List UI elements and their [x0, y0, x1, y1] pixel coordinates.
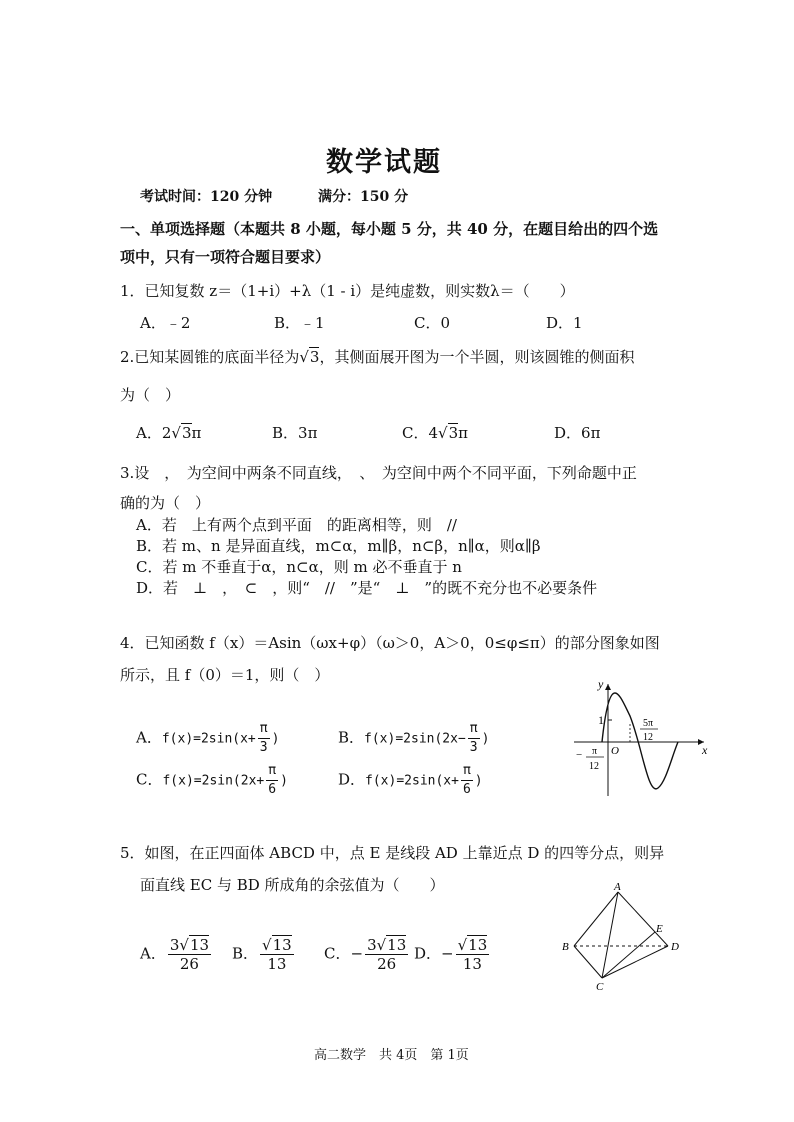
q5-option-c-fraction	[365, 936, 408, 973]
q5-option-b-radicand: 13	[272, 936, 292, 954]
q5-option-c	[324, 936, 410, 973]
q5-option-b	[232, 936, 296, 973]
edge-bc	[574, 946, 602, 978]
y-axis-arrow-icon	[605, 684, 611, 690]
q2-option-a-label: A．2	[136, 424, 172, 442]
page-footer: 高二数学 共 4页 第 1页	[314, 1048, 469, 1063]
q5-option-d-fraction	[456, 936, 490, 973]
sqrt-icon: √	[376, 936, 387, 954]
q4-option-b-label: B．	[338, 728, 365, 747]
sqrt-icon: √	[262, 936, 272, 954]
origin-label: O	[611, 745, 619, 757]
q4-option-b	[338, 720, 489, 757]
point-e-label: E	[656, 923, 663, 935]
q2-stem-line1	[120, 346, 634, 367]
pos-tick-num: 5π	[643, 718, 654, 729]
q1-option-c: C．0	[414, 314, 451, 332]
q5-option-d-sign: −	[441, 944, 454, 963]
neg-tick-num: π	[592, 746, 598, 757]
exam-full-score: 满分：150 分	[318, 189, 409, 205]
q4-option-c-fraction	[266, 762, 278, 799]
q1-option-d: D．1	[546, 314, 583, 332]
q2-stem-a: 2.已知某圆锥的底面半径为	[120, 348, 300, 366]
q2-option-c-label: C．4	[402, 424, 439, 442]
q5-option-d-label: D．	[414, 944, 442, 963]
q5-option-c-den: 26	[377, 955, 397, 973]
edge-ac	[602, 892, 618, 978]
q5-stem-line1: 5．如图，在正四面体 ABCD 中，点 E 是线段 AD 上靠近点 D 的四等分点，则异	[120, 844, 665, 862]
q5-option-c-num	[365, 936, 408, 955]
q1-option-b: B．﹣1	[274, 314, 325, 332]
q4-option-c-den: 6	[268, 782, 277, 797]
q5-option-b-den: 13	[267, 955, 287, 973]
q5-option-b-fraction	[260, 936, 294, 973]
q2-stem-b: ，其侧面展开图为一个半圆，则该圆锥的侧面积	[319, 348, 635, 366]
q2-option-a	[136, 422, 201, 443]
q4-option-c-expr: f(x)=2sin(2x+	[162, 773, 265, 789]
sqrt-icon: √	[299, 348, 309, 366]
q2-stem-line2: 为（ ）	[120, 386, 181, 404]
q5-option-a-den: 26	[179, 955, 199, 973]
q5-option-d-den: 13	[462, 955, 482, 973]
q3-option-d: D．若 ⊥ ， ⊂ ，则“ // ”是“ ⊥ ”的既不充分也不必要条件	[136, 579, 598, 597]
q5-option-a-label: A．	[140, 944, 166, 963]
sqrt-icon: √	[438, 424, 448, 442]
label-one: 1	[598, 713, 604, 727]
q4-stem-line1: 4．已知函数 f（x）＝Asin（ωx+φ）（ω＞0，A＞0，0≤φ≤π）的部分图象如图	[120, 634, 660, 652]
q5-option-d	[414, 936, 491, 973]
segment-ec	[602, 932, 655, 978]
q2-option-b: B．3π	[272, 424, 318, 442]
vertex-d-label: D	[671, 941, 679, 953]
q1-stem: 1．已知复数 z＝（1+i）+λ（1 - i）是纯虚数，则实数λ＝（ ）	[120, 282, 575, 300]
vertex-c-label: C	[596, 981, 604, 992]
q5-tetrahedron-figure	[558, 880, 688, 992]
vertex-a-label: A	[614, 881, 621, 893]
vertex-b-label: B	[562, 941, 569, 953]
q4-sine-graph	[570, 676, 710, 800]
q4-option-a-close: )	[271, 731, 280, 747]
q4-option-a-expr: f(x)=2sin(x+	[161, 731, 256, 747]
q4-option-b-fraction	[468, 720, 480, 757]
q5-option-a-radicand: 13	[189, 936, 210, 954]
neg-tick-den: 12	[589, 761, 599, 772]
q5-stem-line2: 面直线 EC 与 BD 所成角的余弦值为（ ）	[140, 876, 445, 894]
q5-option-a-coef: 3	[169, 936, 180, 954]
sqrt-icon: √	[171, 424, 181, 442]
sqrt-icon: √	[457, 936, 468, 954]
q5-option-a	[140, 936, 213, 973]
q4-option-b-num: π	[468, 720, 480, 739]
section-heading-line1: 一、单项选择题（本题共 8 小题，每小题 5 分，共 40 分，在题目给出的四个选	[120, 220, 659, 238]
q4-option-a-num: π	[258, 720, 270, 739]
q4-option-a-label: A．	[136, 728, 162, 747]
q5-option-a-fraction	[168, 936, 211, 973]
q4-option-c-num: π	[266, 762, 278, 781]
q4-option-d-num: π	[461, 762, 473, 781]
edge-ab	[574, 892, 618, 946]
q2-option-c-radicand: 3	[448, 424, 459, 442]
q3-stem-line1: 3.设 ， 为空间中两条不同直线， 、 为空间中两个不同平面，下列命题中正	[120, 464, 637, 482]
q5-option-c-radicand: 13	[387, 936, 407, 954]
q4-option-c	[136, 762, 288, 799]
q3-option-a: A．若 上有两个点到平面 的距离相等，则 //	[136, 516, 457, 534]
q2-option-a-radicand: 3	[181, 424, 192, 442]
pos-tick-den: 12	[643, 732, 653, 743]
q4-option-b-close: )	[481, 731, 490, 747]
q5-option-b-label: B．	[232, 944, 259, 963]
neg-sign: −	[576, 749, 583, 761]
q5-option-c-sign: −	[350, 944, 364, 963]
y-axis-label: y	[598, 677, 604, 691]
edge-ad	[618, 892, 668, 946]
q3-option-b: B．若 m、n 是异面直线，m⊂α，m∥β，n⊂β，n∥α，则α∥β	[136, 537, 541, 555]
q3-option-c: C．若 m 不垂直于α，n⊂α，则 m 必不垂直于 n	[136, 558, 462, 576]
exam-time: 考试时间：120 分钟	[140, 189, 273, 205]
q4-option-d-close: )	[474, 773, 483, 789]
q4-option-b-den: 3	[469, 740, 478, 755]
q3-stem-line2: 确的为（ ）	[120, 494, 211, 512]
q4-option-a	[136, 720, 279, 757]
q2-option-c	[402, 422, 468, 443]
sine-curve	[602, 693, 678, 789]
q5-option-c-label: C．	[324, 944, 351, 963]
q5-option-a-num	[168, 936, 211, 955]
edge-cd	[602, 946, 668, 978]
q4-option-a-fraction	[258, 720, 270, 757]
q4-option-c-close: )	[280, 773, 288, 789]
q4-option-b-expr: f(x)=2sin(2x−	[364, 731, 466, 747]
page-title: 数学试题	[326, 147, 442, 178]
q2-option-a-tail: π	[191, 424, 202, 442]
x-axis-label: x	[702, 743, 708, 757]
q4-option-d-expr: f(x)=2sin(x+	[365, 773, 459, 789]
section-heading-line2: 项中，只有一项符合题目要求）	[120, 248, 331, 266]
sqrt-icon: √	[179, 936, 189, 954]
q4-option-d	[338, 762, 483, 799]
q2-option-c-tail: π	[458, 424, 468, 442]
q4-option-c-label: C．	[136, 770, 163, 789]
q4-option-d-label: D．	[338, 770, 366, 789]
q4-option-d-fraction	[461, 762, 473, 799]
q5-option-b-num	[260, 936, 294, 955]
q4-option-a-den: 3	[259, 740, 268, 755]
q4-option-d-den: 6	[462, 782, 471, 797]
q2-stem-radicand: 3	[309, 348, 320, 366]
q1-option-a: A．﹣2	[140, 314, 191, 332]
q5-option-d-num	[456, 936, 490, 955]
q5-option-d-radicand: 13	[468, 936, 488, 954]
q4-stem-line2: 所示，且 f（0）＝1，则（ ）	[120, 666, 330, 684]
q2-option-d: D．6π	[554, 424, 601, 442]
q5-option-c-coef: 3	[367, 936, 377, 954]
